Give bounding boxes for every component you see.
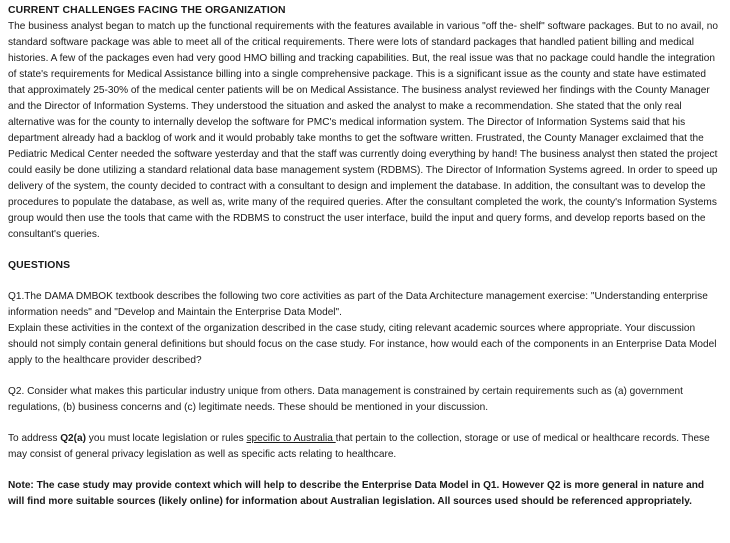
question-1-intro: Q1.The DAMA DMBOK textbook describes the following two core activities as part of the Data Architecture management exercise: "Understanding enterprise information needs" and "Develop and Maintain the Enterprise Data Model". xyxy=(8,291,708,318)
question-1-instructions: Explain these activities in the context of the organization described in the case study, citing relevant academic sources where appropriate. Your discussion should not simply contain general definitions but should focus on the case study. For instance, how would each of the components in an Enterprise Data Model apply to the healthcare provider described? xyxy=(8,323,717,366)
case-study-paragraph: The business analyst began to match up the functional requirements with the features available in various "off the- shelf" software packages. But to no avail, no standard software package was able to meet all of the critical requirements. There were lots of standard packages that handled patient billing and medical histories. A few of the packages even had very good HMO billing and tracking capabilities. But, the real issue was that no package could handle the integration of state's requirements for Medical Assistance billing into a single comprehensive package. This is a significant issue as the county and state have estimated that approximately 25-30% of the medical center patients will be on Medical Assistance. The business analyst reviewed her findings with the County Manager and the Director of Information Systems. They understood the situation and asked the analyst to make a recommendation. She stated that the only real alternative was for the county to internally develop the software for PMC's medical information system. The Director of Information Systems said that his department already had a backlog of work and it would probably take months to get the software written. Frustrated, the County Manager exclaimed that the Pediatric Medical Center needed the software yesterday and that the staff was currently doing everything by hand! The business analyst then stated the project could easily be done utilizing a standard relational data base management system (RDBMS). The Director of Information Systems agreed. In order to speed up delivery of the system, the county decided to contract with a consultant to design and implement the database. In addition, the consultant was to develop the procedures to populate the database, as well as, write many of the required queries. After the consultant completed the work, the county's Information Systems group would then use the tools that came with the RDBMS to construct the user interface, build the input and query forms, and develop reports based on the consultant's queries. xyxy=(8,21,719,240)
australia-emphasis: specific to Australia xyxy=(246,433,336,444)
note-paragraph: Note: The case study may provide context which will help to describe the Enterprise Data Model in Q1. However Q2 is more general in nature and will find more suitable sources (likely online) for information about Australian legislation. All sources used should be referenced appropriately. xyxy=(8,480,705,507)
question-2a-instructions xyxy=(8,431,720,463)
q2a-text-post: that pertain to the collection, storage or use of medical or healthcare records. These may consist of general privacy legislation as well as specific acts relating to healthcare. xyxy=(8,433,710,460)
question-2: Q2. Consider what makes this particular industry unique from others. Data management is constrained by certain requirements such as (a) government regulations, (b) business concerns and (c) legitimate needs. These should be mentioned in your discussion. xyxy=(8,386,683,413)
q2a-label: Q2(a) xyxy=(60,433,86,444)
document-page xyxy=(8,3,720,510)
section-heading-challenges: CURRENT CHALLENGES FACING THE ORGANIZATION xyxy=(8,5,286,16)
q2a-text-pre: To address xyxy=(8,433,61,444)
section-heading-questions: QUESTIONS xyxy=(8,260,71,271)
q2a-text-mid: you must locate legislation or rules xyxy=(86,433,247,444)
